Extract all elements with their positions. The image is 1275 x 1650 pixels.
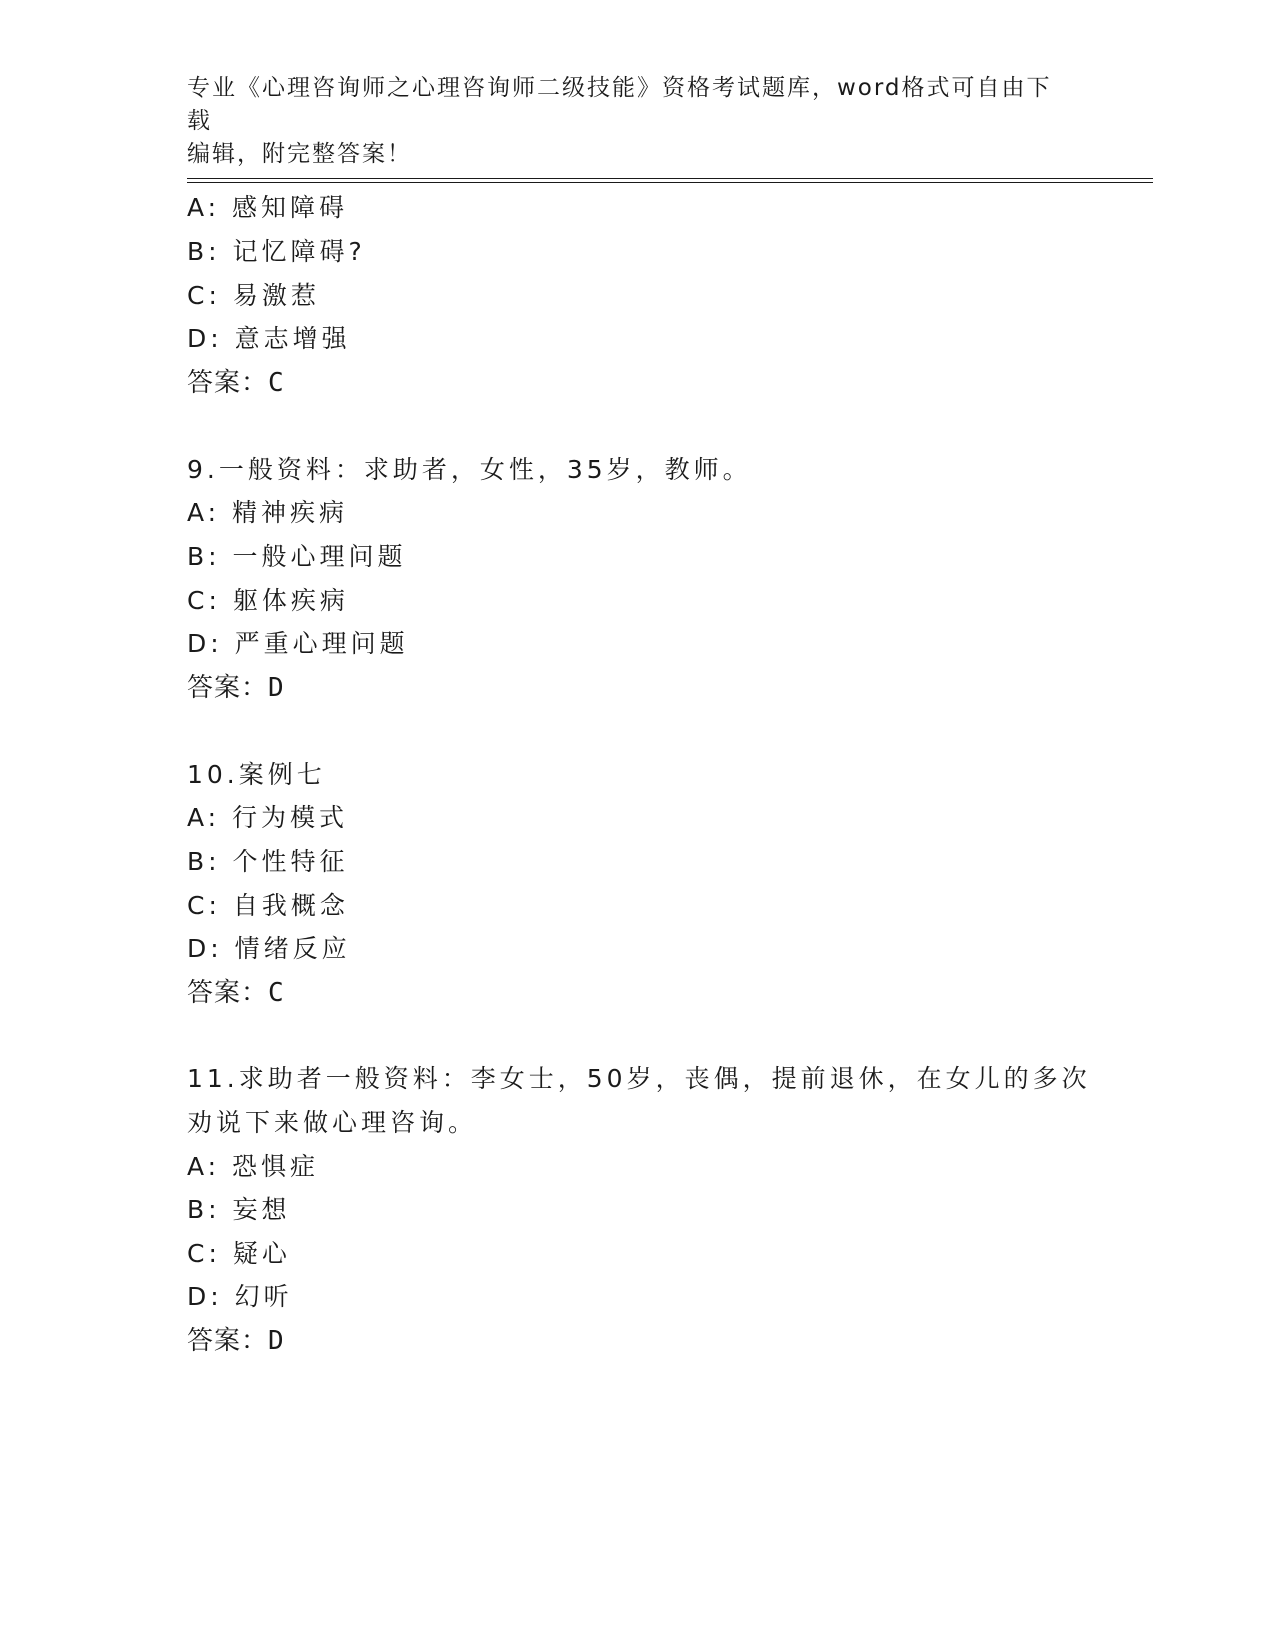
q8-option-b: B: 记忆障碍? bbox=[187, 237, 366, 266]
q10-stem: 10.案例七 bbox=[187, 760, 326, 789]
q9-option-b: B: 一般心理问题 bbox=[187, 542, 407, 571]
answer-label: 答案： bbox=[187, 1326, 269, 1356]
q9-option-d: D: 严重心理问题 bbox=[187, 629, 409, 658]
q8-option-a: A: 感知障碍 bbox=[187, 193, 349, 222]
q10-option-b: B: 个性特征 bbox=[187, 847, 349, 876]
answer-value: D bbox=[268, 673, 285, 703]
q9-option-c: C: 躯体疾病 bbox=[187, 586, 349, 615]
q11-option-a: A: 恐惧症 bbox=[187, 1152, 320, 1181]
header-line-1: 专业《心理咨询师之心理咨询师二级技能》资格考试题库，word格式可自由下载 bbox=[187, 75, 1052, 134]
q11-answer bbox=[187, 1324, 285, 1358]
header-line-2: 编辑，附完整答案！ bbox=[187, 141, 412, 167]
q8-option-d: D: 意志增强 bbox=[187, 324, 351, 353]
answer-label: 答案： bbox=[187, 368, 269, 398]
q8-answer bbox=[187, 366, 285, 400]
q9-option-a: A: 精神疾病 bbox=[187, 498, 349, 527]
q11-option-d: D: 幻听 bbox=[187, 1282, 293, 1311]
q9-answer bbox=[187, 671, 285, 705]
q10-option-c: C: 自我概念 bbox=[187, 891, 349, 920]
header-double-rule bbox=[187, 178, 1153, 183]
answer-label: 答案： bbox=[187, 673, 269, 703]
answer-value: C bbox=[268, 978, 285, 1008]
q11-stem-line-2: 劝说下来做心理咨询。 bbox=[187, 1108, 478, 1137]
q11-option-c: C: 疑心 bbox=[187, 1239, 291, 1268]
answer-label: 答案： bbox=[187, 978, 269, 1008]
q9-stem: 9.一般资料：求助者，女性，35岁，教师。 bbox=[187, 455, 752, 484]
document-header bbox=[187, 72, 1067, 171]
q10-option-a: A: 行为模式 bbox=[187, 803, 349, 832]
q11-option-b: B: 妄想 bbox=[187, 1195, 291, 1224]
q11-stem-line-1: 11.求助者一般资料：李女士，50岁，丧偶，提前退休，在女儿的多次 bbox=[187, 1064, 1091, 1093]
answer-value: D bbox=[268, 1326, 285, 1356]
q8-option-c: C: 易激惹 bbox=[187, 281, 320, 310]
q10-answer bbox=[187, 976, 285, 1010]
q10-option-d: D: 情绪反应 bbox=[187, 934, 351, 963]
answer-value: C bbox=[268, 368, 285, 398]
